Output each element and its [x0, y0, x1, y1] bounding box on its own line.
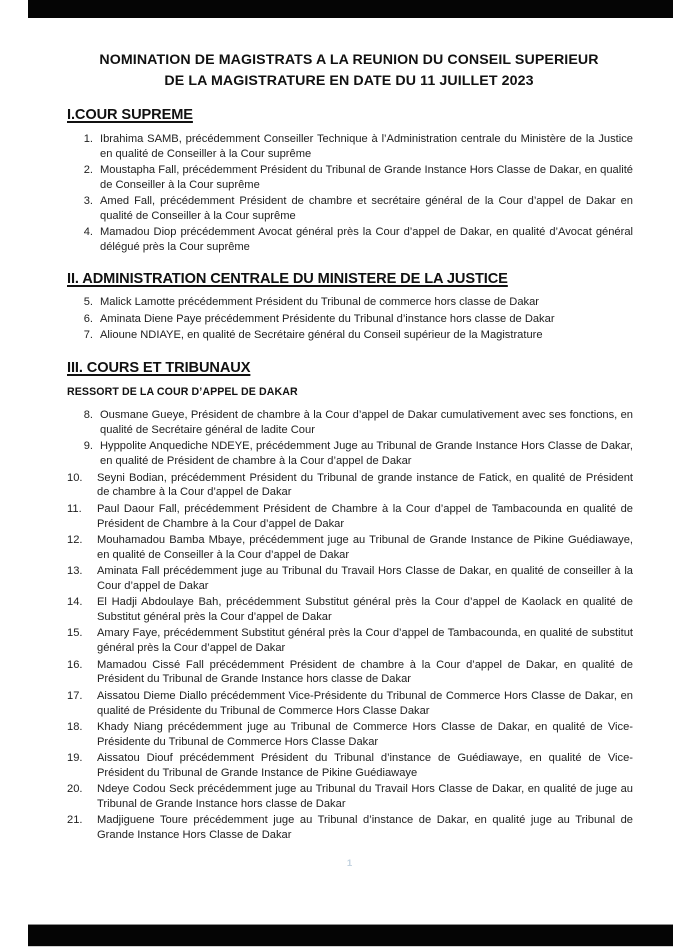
- page-number: 1: [346, 858, 353, 869]
- list-item-text: Mouhamadou Bamba Mbaye, précédemment juge au Tribunal de Grande Instance de Pikine Guédiawaye, en qualité de Conseiller à la Cour d’appel de Dakar: [97, 533, 633, 561]
- list-item: [67, 720, 633, 750]
- scan-artifact-bottom-bar: [28, 924, 673, 947]
- list-item-number: 7.: [83, 328, 93, 341]
- list-item-number: 20.: [67, 783, 83, 796]
- nomination-list: [67, 295, 633, 342]
- list-item: [67, 813, 633, 843]
- list-item-text: Amed Fall, précédemment Président de chambre et secrétaire général de la Cour d’appel de Dakar en qualité de Conseiller à la Cour suprême: [100, 195, 633, 222]
- list-item-number: 5.: [83, 296, 93, 309]
- list-item-number: 14.: [67, 596, 83, 609]
- list-item-number: 17.: [67, 689, 83, 702]
- nomination-list: [67, 408, 633, 843]
- list-item-number: 11.: [67, 502, 82, 515]
- list-item-number: 2.: [83, 163, 93, 176]
- page-title-line-2: DE LA MAGISTRATURE EN DATE DU 11 JUILLET 2023: [164, 72, 534, 89]
- list-item: [67, 782, 633, 812]
- page-title-line-1: NOMINATION DE MAGISTRATS A LA REUNION DU CONSEIL SUPERIEUR: [99, 52, 599, 68]
- list-item-text: El Hadji Abdoulaye Bah, précédemment Substitut général près la Cour d’appel de Kaolack en qualité de Substitut général près la Cour d’appel de Dakar: [97, 596, 633, 624]
- list-item-number: 13.: [67, 565, 83, 578]
- list-item-number: 18.: [67, 720, 83, 733]
- list-item-text: Paul Daour Fall, précédemment Président de Chambre à la Cour d’appel de Tambacounda en qualité de Président de Chambre à la Cour d’appel de Dakar: [97, 502, 633, 530]
- list-item: [67, 194, 633, 224]
- list-item-number: 15.: [67, 627, 83, 640]
- list-item: [67, 502, 633, 532]
- list-item: [67, 689, 633, 719]
- list-item-text: Aminata Diene Paye précédemment Présidente du Tribunal d’instance hors classe de Dakar: [100, 312, 555, 325]
- list-item-number: 3.: [83, 195, 93, 207]
- document-page: [0, 18, 699, 924]
- list-item: [67, 471, 633, 501]
- list-item-number: 4.: [83, 226, 93, 239]
- list-item: [67, 312, 633, 327]
- list-item-text: Alioune NDIAYE, en qualité de Secrétaire général du Conseil supérieur de la Magistrature: [100, 328, 543, 341]
- list-item-number: 6.: [83, 312, 93, 325]
- section-heading-text: III. COURS ET TRIBUNAUX: [67, 359, 251, 376]
- list-item-number: 21.: [67, 814, 83, 827]
- list-item-number: 12.: [67, 533, 83, 546]
- list-item: [67, 408, 633, 438]
- list-item-number: 10.: [67, 471, 83, 484]
- list-item: [67, 225, 633, 255]
- list-item: [67, 658, 633, 688]
- list-item-text: Amary Faye, précédemment Substitut général près la Cour d’appel de Tambacounda, en qualité de substitut général près la Cour d’appel de Dakar: [97, 627, 633, 655]
- list-item-text: Aminata Fall précédemment juge au Tribunal du Travail Hors Classe de Dakar, en qualité de conseiller à la Cour d’appel de Dakar: [97, 565, 633, 592]
- section-heading-text: I.COUR SUPREME: [67, 107, 193, 124]
- list-item-number: 9.: [83, 440, 93, 453]
- document-content: [67, 50, 633, 844]
- list-item-number: 1.: [83, 132, 93, 145]
- list-item-text: Hyppolite Anquediche NDEYE, précédemment Juge au Tribunal de Grande Instance Hors Classe de Dakar, en qualité de Président de chambre à la Cour d’appel de Dakar: [100, 440, 633, 468]
- list-item-text: Khady Niang précédemment juge au Tribunal de Commerce Hors Classe de Dakar, en qualité de Vice-Présidente du Tribunal de Commerce Hors Classe Dakar: [97, 720, 633, 748]
- list-item: [67, 751, 633, 781]
- list-item-text: Malick Lamotte précédemment Président du Tribunal de commerce hors classe de Dakar: [100, 296, 540, 309]
- list-item: [67, 439, 633, 469]
- list-item: [67, 564, 633, 594]
- document-section: [67, 107, 633, 255]
- scan-artifact-top-bar: [28, 0, 673, 19]
- list-item-number: 19.: [67, 752, 83, 765]
- list-item-text: Ibrahima SAMB, précédemment Conseiller Technique à l’Administration centrale du Ministère de la Justice en qualité de Conseiller à la Cour suprême: [100, 132, 633, 160]
- list-item: [67, 132, 633, 162]
- section-heading: [67, 107, 633, 125]
- document-section: [67, 360, 633, 843]
- list-item-text: Mamadou Diop précédemment Avocat général près la Cour d’appel de Dakar, en qualité d’Avocat général délégué près la Cour suprême: [100, 226, 633, 253]
- list-item-text: Madjiguene Toure précédemment juge au Tribunal d’instance de Dakar, en qualité juge au Tribunal de Grande Instance Hors Classe de Dakar: [97, 814, 633, 842]
- list-item: [67, 595, 633, 625]
- list-item-text: Aissatou Dieme Diallo précédemment Vice-Présidente du Tribunal de Commerce Hors Classe de Dakar, en qualité de Présidente du Tribunal de Commerce Hors Classe Dakar: [97, 689, 633, 717]
- list-item: [67, 163, 633, 193]
- section-subheading: RESSORT DE LA COUR D’APPEL DE DAKAR: [67, 386, 298, 399]
- list-item-text: Seyni Bodian, précédemment Président du Tribunal de grande instance de Fatick, en qualité de Président de chambre à la Cour d’appel de Dakar: [97, 471, 633, 499]
- list-item: [67, 295, 633, 310]
- list-item: [67, 533, 633, 563]
- list-item-text: Moustapha Fall, précédemment Président du Tribunal de Grande Instance Hors Classe de Dakar, en qualité de Conseiller à la Cour suprême: [100, 163, 633, 191]
- document-section: [67, 271, 633, 343]
- section-heading: [67, 360, 633, 378]
- list-item-number: 16.: [67, 658, 83, 671]
- list-item-text: Ndeye Codou Seck précédemment juge au Tribunal du Travail Hors Classe de Dakar, en qualité de juge au Tribunal de Grande Instance hors classe de Dakar: [97, 783, 633, 810]
- list-item-text: Mamadou Cissé Fall précédemment Président de chambre à la Cour d’appel de Dakar, en qualité de Président du Tribunal de Grande Instance hors classe de Dakar: [97, 658, 633, 686]
- list-item-number: 8.: [83, 409, 93, 422]
- nomination-list: [67, 132, 633, 255]
- section-heading: [67, 271, 633, 289]
- list-item-text: Ousmane Gueye, Président de chambre à la Cour d’appel de Dakar cumulativement avec ses fonctions, en qualité de Secrétaire général de ladite Cour: [100, 409, 633, 437]
- sections-container: [67, 107, 633, 843]
- list-item: [67, 626, 633, 656]
- page-title: [69, 50, 629, 91]
- list-item: [67, 328, 633, 343]
- section-heading-text: II. ADMINISTRATION CENTRALE DU MINISTERE DE LA JUSTICE: [67, 270, 508, 287]
- list-item-text: Aissatou Diouf précédemment Président du Tribunal d’instance de Guédiawaye, en qualité de Vice-Président du Tribunal de Grande Instance de Pikine Guédiawaye: [97, 752, 633, 779]
